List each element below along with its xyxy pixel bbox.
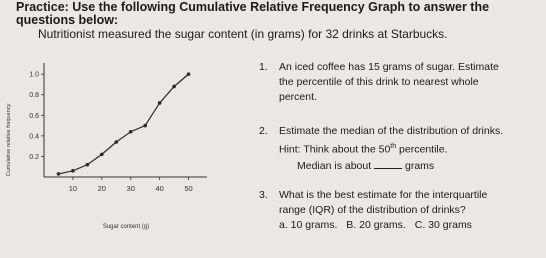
title-line-2: questions below:	[16, 13, 119, 27]
question-3-line-1: What is the best estimate for the interquartile	[279, 189, 488, 201]
question-1	[259, 60, 499, 105]
data-point	[129, 130, 133, 134]
data-point	[143, 124, 147, 128]
x-tick-label: 10	[68, 184, 78, 193]
x-tick-label: 30	[126, 184, 135, 193]
question-3-line-2: range (IQR) of the distribution of drinks?	[279, 204, 466, 216]
question-1-line-3: percent.	[279, 91, 317, 103]
y-tick-label: 0.4	[29, 133, 39, 141]
y-tick-label: 0.6	[29, 112, 39, 120]
x-axis-label: Sugar content (g)	[102, 224, 150, 230]
data-point	[172, 85, 176, 89]
data-point	[57, 172, 61, 176]
intro-text: Nutritionist measured the sugar content (in grams) for 32 drinks at Starbucks.	[38, 27, 448, 41]
x-tick-label: 50	[184, 184, 193, 193]
choice-c[interactable]: C. 30 grams	[414, 219, 472, 231]
y-tick-label: 0.2	[29, 153, 39, 161]
data-point	[86, 163, 90, 167]
data-series	[57, 72, 191, 175]
answer-choices	[279, 218, 487, 233]
choice-a[interactable]: a. 10 grams.	[279, 219, 338, 231]
ticks	[29, 72, 192, 193]
question-2-number: 2.	[259, 125, 268, 137]
question-2-hint	[279, 139, 503, 158]
question-2	[259, 124, 504, 174]
choice-b[interactable]: B. 20 grams.	[346, 219, 406, 231]
y-tick-label: 1.0	[29, 71, 39, 79]
x-tick-label: 20	[97, 184, 106, 193]
question-1-number: 1.	[259, 61, 268, 73]
data-point	[158, 101, 162, 105]
data-point	[71, 169, 75, 173]
hint-text-end: percentile.	[396, 143, 448, 156]
question-2-line-1: Estimate the median of the distribution of drinks.	[279, 125, 504, 137]
axes	[44, 63, 207, 177]
hint-superscript: th	[390, 143, 397, 150]
hint-text-start: Hint: Think about the 50	[279, 143, 391, 156]
question-3	[259, 188, 488, 233]
y-axis-label: Cumulative relative frequency	[6, 103, 12, 177]
x-tick-label: 40	[155, 184, 164, 193]
data-point	[100, 153, 104, 157]
data-point	[187, 72, 191, 76]
median-answer-blank[interactable]	[374, 158, 402, 169]
median-unit: grams	[402, 159, 435, 172]
cumulative-frequency-chart	[0, 55, 212, 230]
data-point	[114, 140, 118, 144]
series-line	[58, 74, 188, 174]
question-3-number: 3.	[259, 189, 268, 201]
median-label: Median is about	[297, 159, 372, 172]
question-1-line-1: An iced coffee has 15 grams of sugar. Estimate	[279, 61, 499, 73]
median-answer-line	[279, 158, 503, 174]
y-tick-label: 0.8	[29, 92, 39, 100]
question-1-line-2: the percentile of this drink to nearest whole	[279, 76, 479, 88]
title-line-1: Practice: Use the following Cumulative Relative Frequency Graph to answer the	[16, 0, 490, 14]
